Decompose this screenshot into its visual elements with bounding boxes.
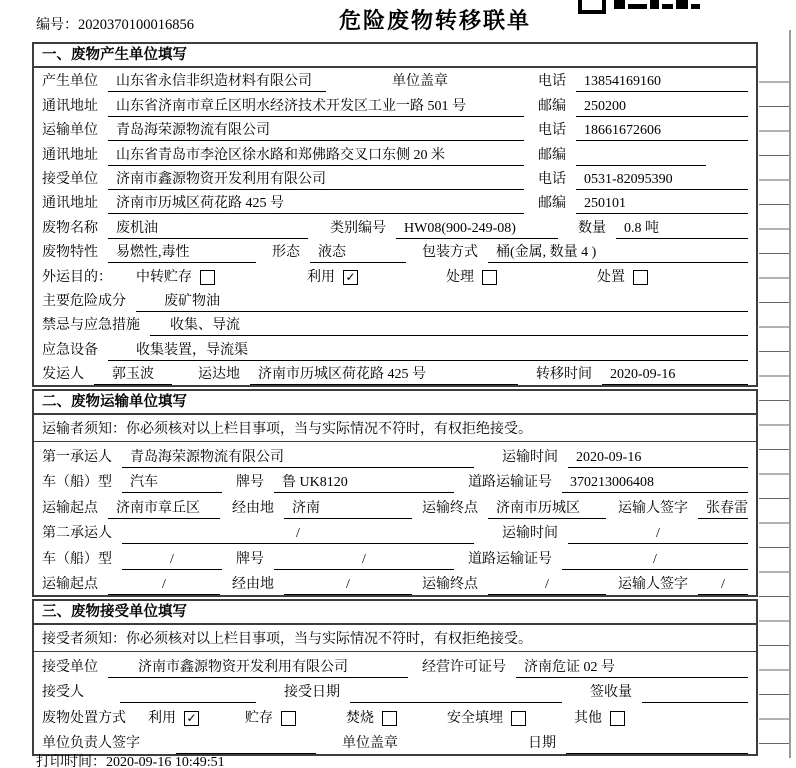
receiver-zip-label: 邮编 [538,196,566,212]
route2-sign-value: / [698,575,748,595]
route2-end-label: 运输终点 [422,577,478,593]
receiver-zip-value: 250101 [576,194,748,214]
route1-start-label: 运输起点 [42,500,98,516]
plate2-value: / [274,550,454,570]
signed-quantity-label: 签收量 [590,685,632,701]
transporter-notice: 运输者须知：你必须核对以上栏目事项，当与实际情况不符时，有权拒绝接受。 [34,415,756,442]
disposal-utilize-checkbox: ✓ [184,711,199,726]
packing-label: 包装方式 [422,245,478,261]
disposal-method-label: 废物处置方式 [42,710,126,726]
disposal-option-store [245,709,296,729]
disposal-landfill-checkbox [511,711,526,726]
emergency-measures-label: 禁忌与应急措施 [42,318,140,334]
emergency-measures-value: 收集、导流 [150,316,748,336]
row-route2 [34,570,756,596]
purpose-option-utilize [307,268,358,288]
producer-zip-label: 邮编 [538,98,566,114]
print-time-label: 打印时间： [36,755,106,768]
row-receiver-address [34,190,756,214]
main-hazard-value: 废矿物油 [136,292,748,312]
accept-date-label: 接受日期 [284,685,340,701]
license-value: 济南危证 02 号 [516,658,748,678]
row-producer-address [34,92,756,116]
date-value [566,734,748,754]
producer-unit-value: 山东省永信非织造材料有限公司 [108,72,326,92]
first-carrier-value: 青岛海荣源物流有限公司 [122,448,474,468]
transfer-time-label: 转移时间 [536,367,592,383]
purpose-utilize-label: 利用 [307,269,335,285]
purpose-option-dispose [597,268,648,288]
disposal-incinerate-checkbox [382,711,397,726]
purpose-option-storage [136,268,215,288]
route1-start-value: 济南市章丘区 [108,499,220,519]
unit-seal2-label: 单位盖章 [342,736,398,752]
road-cert1-value: 370213006408 [562,473,748,493]
waste-character-value: 易燃性,毒性 [108,243,256,263]
waste-character-label: 废物特性 [42,245,98,261]
accept-unit-value: 济南市鑫源物资开发利用有限公司 [108,658,408,678]
scan-adjacent-copy-lines [759,58,789,748]
producer-phone-value: 13854169160 [576,72,748,92]
row-main-hazard [34,288,756,312]
route2-start-label: 运输起点 [42,577,98,593]
producer-address-label: 通讯地址 [42,98,98,114]
disposal-other-checkbox [610,711,625,726]
transport-phone-label: 电话 [538,123,566,139]
transport-time2-label: 运输时间 [502,526,558,542]
disposal-option-incinerate [346,709,397,729]
date-label: 日期 [528,736,556,752]
row-outbound-purpose [34,263,756,287]
accept-unit-label: 接受单位 [42,659,98,675]
form-number [36,14,194,34]
disposal-landfill-label: 安全填埋 [447,710,503,726]
shipper-value: 郭玉波 [94,365,172,385]
purpose-utilize-checkbox: ✓ [343,270,358,285]
row-acceptor [34,678,756,704]
first-carrier-label: 第一承运人 [42,449,112,465]
disposal-option-utilize [148,709,199,729]
receiver-unit-value: 济南市鑫源物资开发利用有限公司 [108,170,524,190]
row-accept-unit [34,652,756,678]
print-time-value: 2020-09-16 10:49:51 [106,755,225,768]
row-transport-unit [34,117,756,141]
route2-end-value: / [488,575,606,595]
print-time [36,751,225,768]
destination-value: 济南市历城区荷花路 425 号 [250,365,518,385]
plate2-label: 牌号 [236,551,264,567]
row-receiver-unit [34,166,756,190]
receiver-unit-label: 接受单位 [42,171,98,187]
license-label: 经营许可证号 [422,659,506,675]
row-route1 [34,493,756,519]
row-second-carrier [34,519,756,545]
transport-address-value: 山东省青岛市李沧区徐水路和郑佛路交叉口东侧 20 米 [108,146,524,166]
section-receiver [32,599,758,756]
transport-time1-value: 2020-09-16 [568,448,748,468]
waste-quantity-value: 0.8 吨 [616,219,748,239]
acceptor-label: 接受人 [42,685,84,701]
disposal-utilize-label: 利用 [148,710,176,726]
section-transporter [32,389,758,597]
row-vehicle1 [34,468,756,494]
route2-start-value: / [108,575,220,595]
disposal-incinerate-label: 焚烧 [346,710,374,726]
receiver-phone-value: 0531-82095390 [576,170,748,190]
waste-form-value: 液态 [310,243,406,263]
transport-zip-label: 邮编 [538,147,566,163]
waste-form-label: 形态 [272,245,300,261]
waste-category-value: HW08(900-249-08) [396,219,558,239]
row-producer-unit [34,68,756,92]
purpose-treat-checkbox [482,270,497,285]
road-cert1-label: 道路运输证号 [468,475,552,491]
waste-quantity-label: 数量 [578,220,606,236]
route2-via-value: / [284,575,412,595]
section1-title: 一、废物产生单位填写 [34,44,756,68]
main-hazard-label: 主要危险成分 [42,293,126,309]
transport-time1-label: 运输时间 [502,449,558,465]
route1-sign-value: 张春雷 [698,499,748,519]
transport-time2-value: / [568,524,748,544]
vehicle-type2-value: / [122,550,222,570]
row-disposal-method [34,703,756,729]
receiver-phone-label: 电话 [538,171,566,187]
purpose-storage-label: 中转贮存 [136,269,192,285]
transport-unit-label: 运输单位 [42,123,98,139]
producer-address-value: 山东省济南市章丘区明水经济技术开发区工业一路 501 号 [108,97,524,117]
purpose-dispose-label: 处置 [597,269,625,285]
purpose-option-treat [446,268,497,288]
vehicle-type2-label: 车（船）型 [42,551,112,567]
plate1-label: 牌号 [236,475,264,491]
row-waste-name [34,214,756,238]
route1-via-label: 经由地 [232,500,274,516]
producer-zip-value: 250200 [576,97,748,117]
purpose-storage-checkbox [200,270,215,285]
disposal-option-landfill [447,709,526,729]
section2-title: 二、废物运输单位填写 [34,391,756,415]
row-emergency-measures [34,312,756,336]
purpose-treat-label: 处理 [446,269,474,285]
acceptor-value [120,683,256,703]
vehicle-type1-value: 汽车 [122,473,222,493]
route2-via-label: 经由地 [232,577,274,593]
row-transport-address [34,141,756,165]
responsible-sign-label: 单位负责人签字 [42,736,140,752]
route1-end-value: 济南市历城区 [488,499,606,519]
route1-end-label: 运输终点 [422,500,478,516]
form-sheet [32,42,758,758]
route2-sign-label: 运输人签字 [618,577,688,593]
section3-title: 三、废物接受单位填写 [34,601,756,625]
transport-unit-value: 青岛海荣源物流有限公司 [108,121,524,141]
transport-address-label: 通讯地址 [42,147,98,163]
transport-zip-value [576,146,706,166]
emergency-equipment-value: 收集装置，导流渠 [108,341,748,361]
disposal-other-label: 其他 [574,710,602,726]
producer-unit-label: 产生单位 [42,74,98,90]
row-waste-character [34,239,756,263]
receiver-notice: 接受者须知：你必须核对以上栏目事项，当与实际情况不符时，有权拒绝接受。 [34,625,756,652]
row-vehicle2 [34,544,756,570]
plate1-value: 鲁 UK8120 [274,473,454,493]
purpose-dispose-checkbox [633,270,648,285]
disposal-option-other [574,709,625,729]
second-carrier-value: / [122,524,474,544]
vehicle-type1-label: 车（船）型 [42,475,112,491]
emergency-equipment-label: 应急设备 [42,342,98,358]
signed-quantity-value [642,683,748,703]
road-cert2-label: 道路运输证号 [468,551,552,567]
form-number-label: 编号： [36,18,78,33]
waste-name-value: 废机油 [108,219,308,239]
producer-phone-label: 电话 [538,74,566,90]
accept-date-value [350,683,562,703]
row-first-carrier [34,442,756,468]
second-carrier-label: 第二承运人 [42,526,112,542]
section-producer [32,42,758,387]
route1-via-value: 济南 [284,499,412,519]
row-emergency-equipment [34,336,756,360]
receiver-address-label: 通讯地址 [42,196,98,212]
scan-page-edge [789,30,791,758]
packing-value: 桶(金属, 数量 4 ) [488,243,748,263]
road-cert2-value: / [562,550,748,570]
destination-label: 运达地 [198,367,240,383]
waste-name-label: 废物名称 [42,220,98,236]
shipper-label: 发运人 [42,367,84,383]
form-number-value: 2020370100016856 [78,17,194,33]
route1-sign-label: 运输人签字 [618,500,688,516]
transfer-time-value: 2020-09-16 [602,365,748,385]
row-shipper [34,361,756,385]
purpose-label: 外运目的： [42,269,112,285]
waste-category-label: 类别编号 [330,220,386,236]
transport-phone-value: 18661672606 [576,121,748,141]
unit-seal-label: 单位盖章 [392,74,448,90]
page-title: 危险废物转移联单 [338,8,532,33]
disposal-store-checkbox [281,711,296,726]
disposal-store-label: 贮存 [245,710,273,726]
receiver-address-value: 济南市历城区荷花路 425 号 [108,194,524,214]
